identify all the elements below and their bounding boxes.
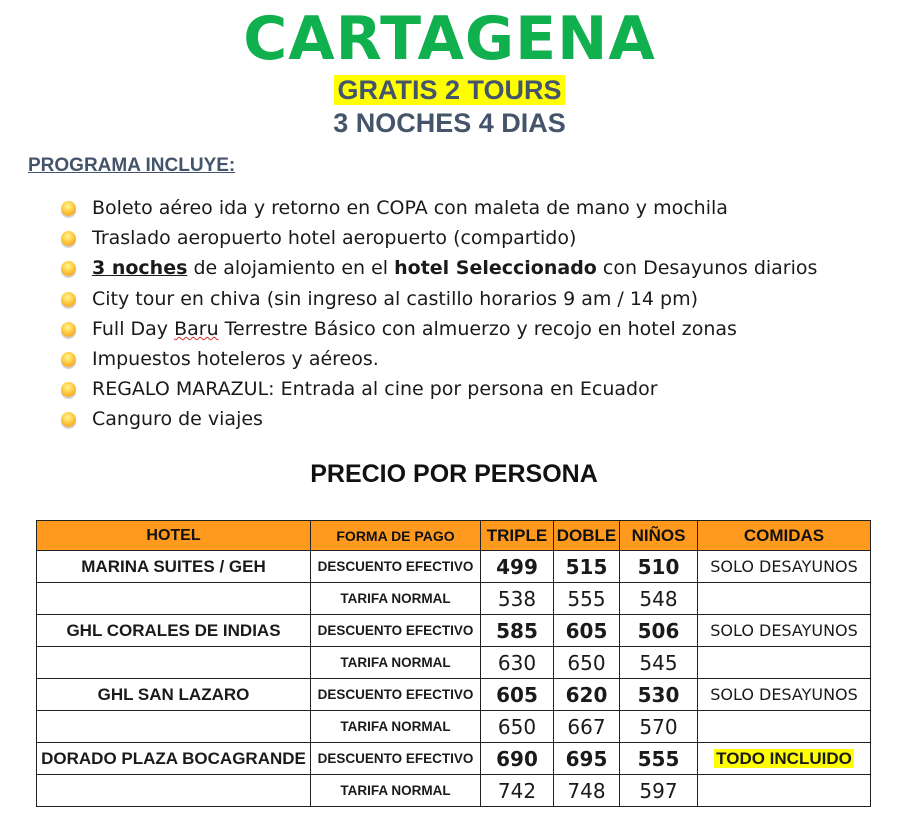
list-item: 3 noches de alojamiento en el hotel Seleccionado con Desayunos diarios: [0, 253, 817, 283]
ninos-price-cell: 506: [620, 615, 698, 647]
list-item: Full Day Baru Terrestre Básico con almuerzo y recojo en hotel zonas: [0, 314, 817, 344]
table-row: [37, 711, 871, 743]
promo-text: GRATIS 2 TOURS: [334, 75, 564, 105]
list-item: Traslado aeropuerto hotel aeropuerto (compartido): [0, 223, 817, 253]
hotel-cell: [37, 583, 311, 615]
column-header-triple: TRIPLE: [481, 521, 554, 551]
program-heading: PROGRAMA INCLUYE:: [28, 155, 236, 176]
sun-bullet-icon: [61, 382, 76, 397]
sun-bullet-icon: [61, 322, 76, 337]
list-item: City tour en chiva (sin ingreso al castillo horarios 9 am / 14 pm): [0, 284, 817, 314]
hotel-cell: [37, 775, 311, 807]
hotel-cell: [37, 647, 311, 679]
payment-cell: TARIFA NORMAL: [311, 775, 481, 807]
doble-price-cell: 515: [554, 551, 620, 583]
payment-cell: TARIFA NORMAL: [311, 647, 481, 679]
triple-price-cell: 742: [481, 775, 554, 807]
list-item: Impuestos hoteleros y aéreos.: [0, 344, 817, 374]
meals-cell: SOLO DESAYUNOS: [698, 615, 871, 647]
doble-price-cell: 620: [554, 679, 620, 711]
price-heading: PRECIO POR PERSONA: [310, 460, 598, 488]
doble-price-cell: 667: [554, 711, 620, 743]
meals-cell: SOLO DESAYUNOS: [698, 551, 871, 583]
triple-price-cell: 538: [481, 583, 554, 615]
program-list: [0, 193, 817, 435]
doble-price-cell: 650: [554, 647, 620, 679]
ninos-price-cell: 597: [620, 775, 698, 807]
sun-bullet-icon: [61, 201, 76, 216]
table-row: [37, 743, 871, 775]
doble-price-cell: 605: [554, 615, 620, 647]
doble-price-cell: 748: [554, 775, 620, 807]
table-row: [37, 647, 871, 679]
meals-cell: [698, 711, 871, 743]
doble-price-cell: 555: [554, 583, 620, 615]
triple-price-cell: 650: [481, 711, 554, 743]
ninos-price-cell: 545: [620, 647, 698, 679]
triple-price-cell: 690: [481, 743, 554, 775]
table-row: [37, 615, 871, 647]
ninos-price-cell: 555: [620, 743, 698, 775]
payment-cell: DESCUENTO EFECTIVO: [311, 679, 481, 711]
payment-cell: TARIFA NORMAL: [311, 711, 481, 743]
all-inclusive-badge: TODO INCLUIDO: [716, 748, 852, 768]
hotel-cell: [37, 711, 311, 743]
payment-cell: DESCUENTO EFECTIVO: [311, 743, 481, 775]
column-header-hotel: HOTEL: [37, 521, 311, 551]
duration-subtitle: 3 NOCHES 4 DIAS: [333, 108, 566, 138]
hotel-cell: DORADO PLAZA BOCAGRANDE: [37, 743, 311, 775]
meals-cell: [698, 743, 871, 775]
ninos-price-cell: 548: [620, 583, 698, 615]
ninos-price-cell: 570: [620, 711, 698, 743]
list-item: Boleto aéreo ida y retorno en COPA con maleta de mano y mochila: [0, 193, 817, 223]
list-item: REGALO MARAZUL: Entrada al cine por persona en Ecuador: [0, 374, 817, 404]
doble-price-cell: 695: [554, 743, 620, 775]
table-row: [37, 551, 871, 583]
table-header-row: [37, 521, 871, 551]
sun-bullet-icon: [61, 352, 76, 367]
triple-price-cell: 499: [481, 551, 554, 583]
triple-price-cell: 605: [481, 679, 554, 711]
column-header-ninos: NIÑOS: [620, 521, 698, 551]
ninos-price-cell: 530: [620, 679, 698, 711]
sun-bullet-icon: [61, 412, 76, 427]
triple-price-cell: 630: [481, 647, 554, 679]
table-row: [37, 583, 871, 615]
sun-bullet-icon: [61, 261, 76, 276]
hotel-cell: GHL SAN LAZARO: [37, 679, 311, 711]
payment-cell: DESCUENTO EFECTIVO: [311, 615, 481, 647]
list-item: Canguro de viajes: [0, 404, 817, 434]
column-header-payment: FORMA DE PAGO: [311, 521, 481, 551]
column-header-doble: DOBLE: [554, 521, 620, 551]
hotel-cell: GHL CORALES DE INDIAS: [37, 615, 311, 647]
table-row: [37, 775, 871, 807]
meals-cell: [698, 583, 871, 615]
page-title: CARTAGENA: [243, 4, 656, 74]
meals-cell: SOLO DESAYUNOS: [698, 679, 871, 711]
payment-cell: TARIFA NORMAL: [311, 583, 481, 615]
price-table: [36, 520, 871, 807]
sun-bullet-icon: [61, 292, 76, 307]
meals-cell: [698, 647, 871, 679]
payment-cell: DESCUENTO EFECTIVO: [311, 551, 481, 583]
ninos-price-cell: 510: [620, 551, 698, 583]
column-header-comidas: COMIDAS: [698, 521, 871, 551]
triple-price-cell: 585: [481, 615, 554, 647]
sun-bullet-icon: [61, 231, 76, 246]
table-row: [37, 679, 871, 711]
promo-banner: [0, 74, 899, 106]
meals-cell: [698, 775, 871, 807]
hotel-cell: MARINA SUITES / GEH: [37, 551, 311, 583]
